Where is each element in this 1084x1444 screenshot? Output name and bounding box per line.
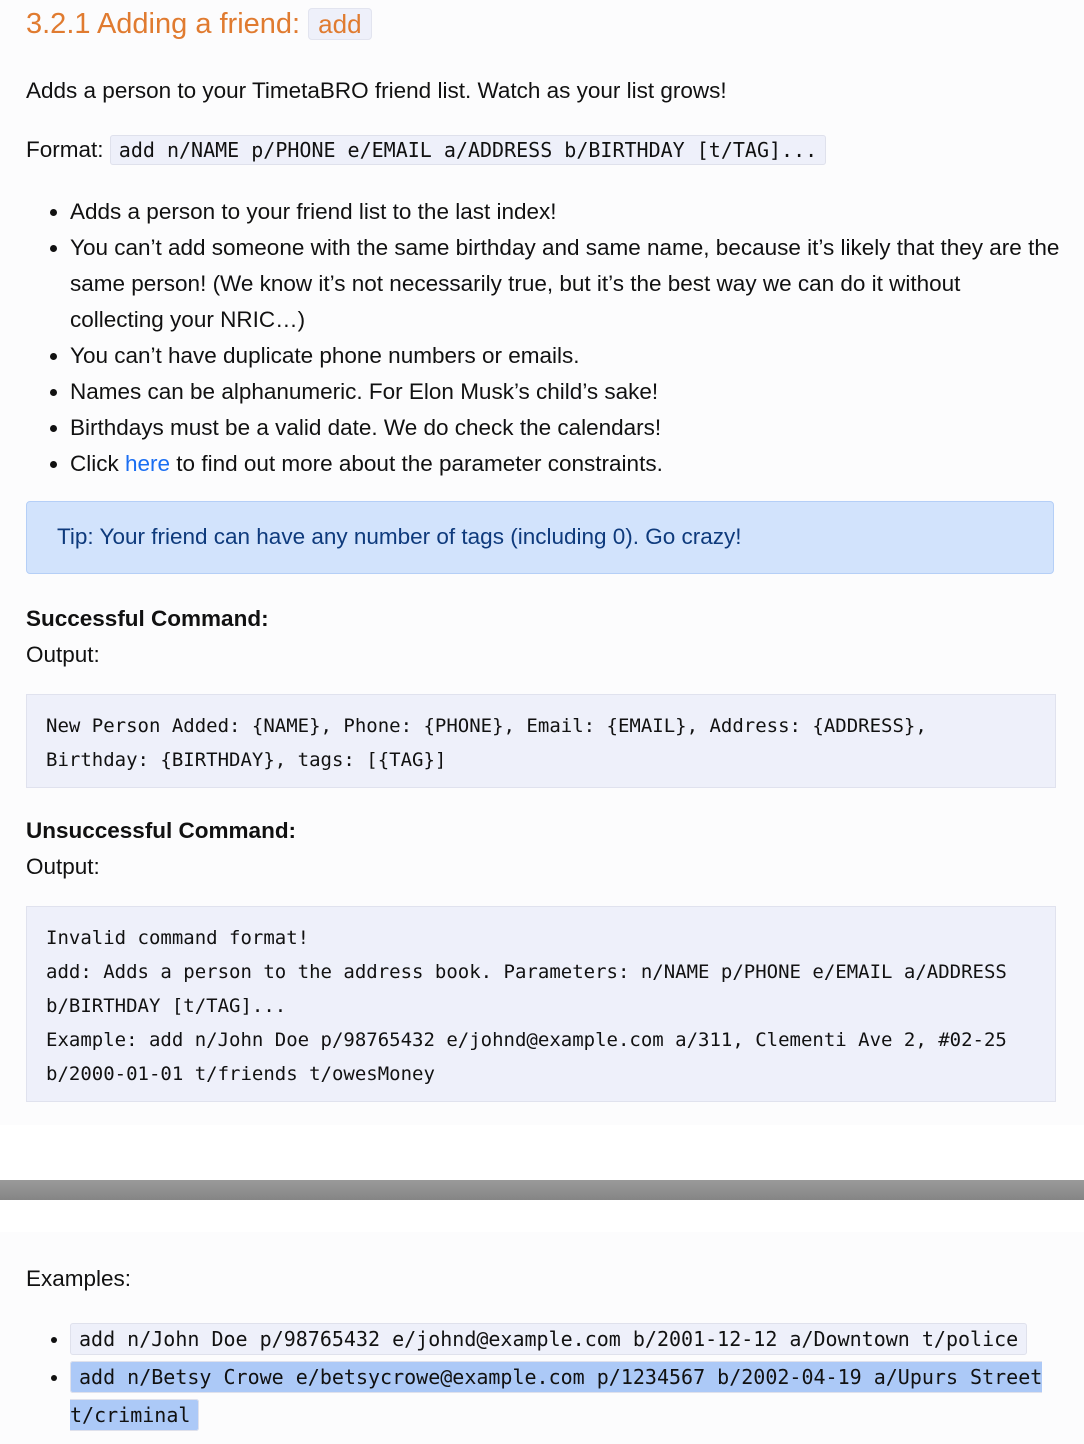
success-title: Successful Command: [26,606,269,631]
examples-label: Examples: [26,1266,132,1291]
list-item: • Adds a person to your friend list to the last index! [70,194,1060,230]
format-code: add n/NAME p/PHONE e/EMAIL a/ADDRESS b/BIRTHDAY [t/TAG]... [110,135,826,165]
example-code-selected: add n/Betsy Crowe e/betsycrowe@example.com p/1234567 b/2002-04-19 a/Upurs Street t/criminal [70,1361,1042,1431]
success-output-block: New Person Added: {NAME}, Phone: {PHONE}, Email: {EMAIL}, Address: {ADDRESS}, Birthday: {BIRTHDAY}, tags: [{TAG}] [26,694,1056,788]
failure-output-block: Invalid command format! add: Adds a person to the address book. Parameters: n/NAME p/PHONE e/EMAIL a/ADDRESS b/BIRTHDAY [t/TAG]... Example: add n/John Doe p/98765432 e/johnd@example.com a/311, Clementi Ave 2, #02-25 b/2000-01-01 t/friends t/owesMoney [26,906,1056,1102]
examples-list [26,1320,1070,1434]
failure-title: Unsuccessful Command: [26,818,297,843]
intro-text: Adds a person to your TimetaBRO friend list. Watch as your list grows! [26,78,727,103]
success-output-label: Output: [26,642,100,667]
page-divider [0,1180,1084,1200]
list-item: • You can’t add someone with the same birthday and same name, because it’s likely that they are the same person! (We know it’s not necessarily true, but it’s the best way we can do it without collecting your NRIC…) [70,230,1060,338]
list-item: • Click here to find out more about the parameter constraints. [70,446,1060,482]
constraints-link[interactable]: here [125,451,171,476]
section-heading: 3.2.1 Adding a friend: add [26,8,372,41]
example-code: add n/John Doe p/98765432 e/johnd@example.com b/2001-12-12 a/Downtown t/police [70,1323,1027,1355]
failure-output-label: Output: [26,854,100,879]
heading-command-code: add [308,8,371,40]
list-item: • Names can be alphanumeric. For Elon Musk’s child’s sake! [70,374,1060,410]
list-item: • Birthdays must be a valid date. We do check the calendars! [70,410,1060,446]
list-item [70,1358,1070,1434]
format-line: Format: add n/NAME p/PHONE e/EMAIL a/ADDRESS b/BIRTHDAY [t/TAG]... [26,137,826,163]
list-item [70,1320,1070,1358]
notes-list [26,194,1060,482]
tip-box: Tip: Your friend can have any number of tags (including 0). Go crazy! [26,501,1054,574]
list-item: • You can’t have duplicate phone numbers or emails. [70,338,1060,374]
